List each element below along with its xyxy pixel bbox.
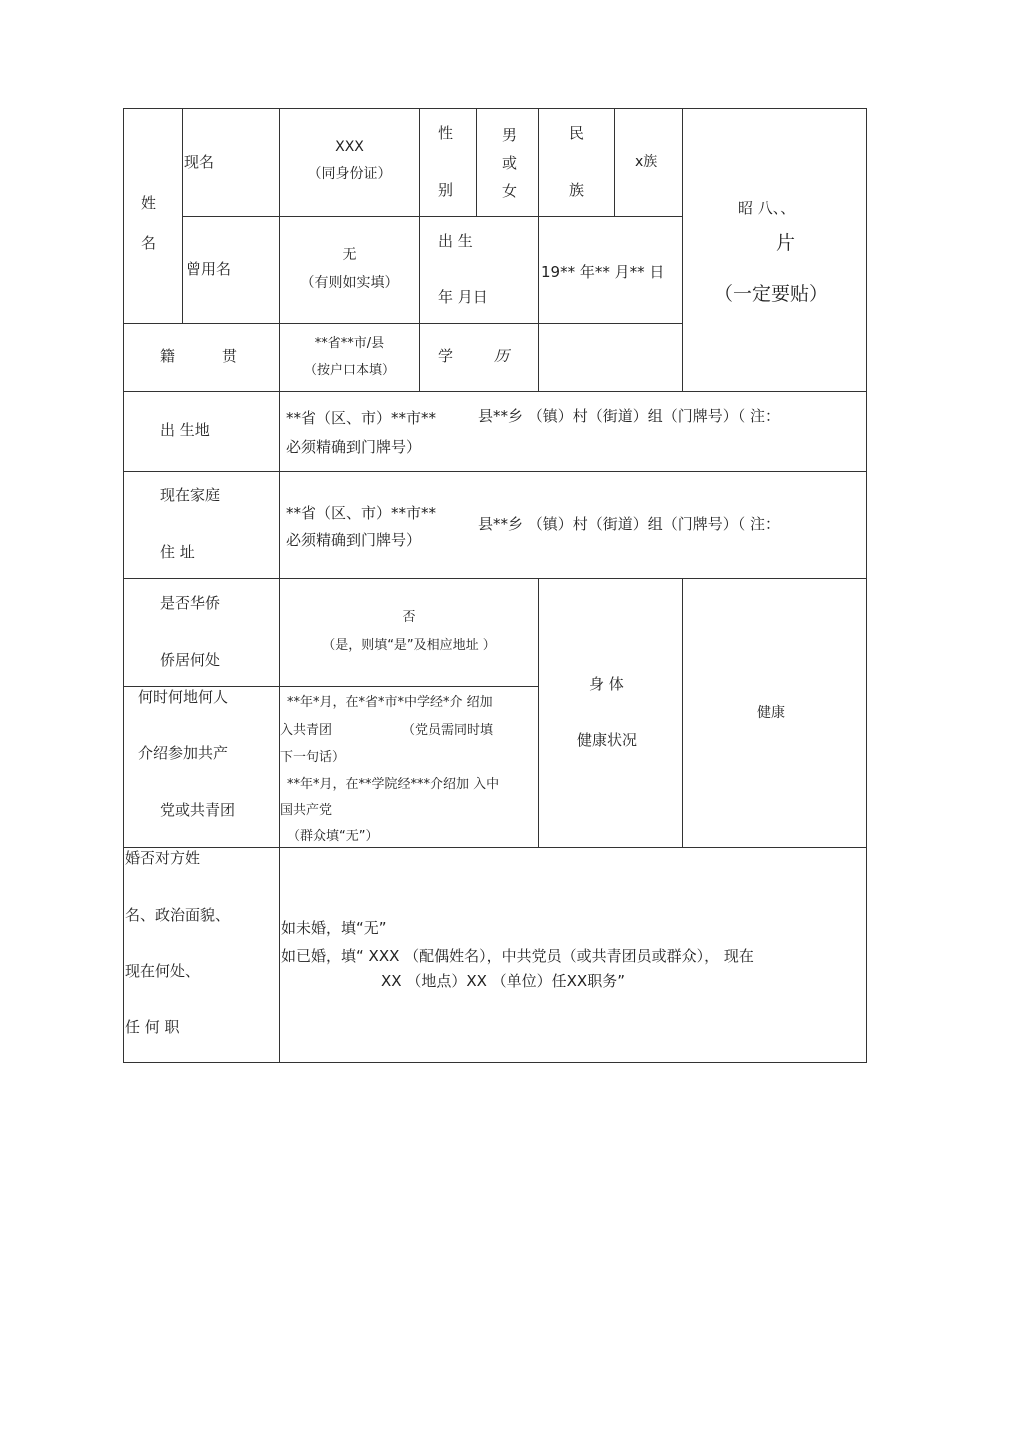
name-group-label-2: 名 xyxy=(141,234,157,252)
native-place-label-2: 贯 xyxy=(222,347,238,365)
current-name-note: （同身份证） xyxy=(307,166,392,182)
table-border-top xyxy=(123,108,866,109)
gender-value-2: 或 xyxy=(502,154,518,172)
health-value: 健康 xyxy=(757,705,785,721)
col-divider-health-value xyxy=(682,578,683,847)
ethnicity-value: x族 xyxy=(635,154,658,170)
overseas-note: （是，则填“是”及相应地址 ） xyxy=(322,638,496,653)
row-divider-name xyxy=(182,216,682,217)
ethnicity-label-2: 族 xyxy=(569,181,585,199)
former-name-value: 无 xyxy=(342,247,357,263)
home-address-label-1: 现在家庭 xyxy=(160,486,221,504)
former-name-label: 曾用名 xyxy=(186,260,232,278)
birth-date-value: 19** 年** 月** 日 xyxy=(541,263,665,281)
birth-date-label-2: 年 月日 xyxy=(438,288,488,306)
marriage-label-1: 婚否对方姓 xyxy=(125,849,201,867)
col-divider-gender-value xyxy=(476,108,477,216)
overseas-label-2: 侨居何处 xyxy=(160,651,221,669)
overseas-value: 否 xyxy=(402,610,416,625)
marriage-label-2: 名、政治面貌、 xyxy=(125,906,231,924)
table-border-right xyxy=(866,108,867,1063)
row-divider-native-place xyxy=(123,391,866,392)
col-divider-ethnicity xyxy=(538,108,539,391)
birth-date-label-1: 出 生 xyxy=(438,232,473,250)
health-label-2: 健康状况 xyxy=(577,731,638,749)
marriage-line-3: XX （地点）XX （单位）任XX职务” xyxy=(381,972,625,990)
home-address-label-2: 住 址 xyxy=(160,543,195,561)
table-border-left xyxy=(123,108,124,1063)
col-divider-ethnicity-value xyxy=(614,108,615,216)
native-place-note: （按户口本填） xyxy=(303,363,395,378)
marriage-line-2: 如已婚，填“ XXX （配偶姓名），中共党员（或共青团员或群众）， 现在 xyxy=(281,947,754,965)
education-label-1: 学 xyxy=(438,347,454,365)
row-divider-overseas xyxy=(123,686,538,687)
party-intro-label-1: 何时何地何人 xyxy=(138,688,229,706)
birthplace-value-line-1a: **省（区、市）**市** xyxy=(286,409,437,427)
native-place-value: **省**市/县 xyxy=(314,336,385,351)
health-label-1: 身 体 xyxy=(589,675,624,693)
current-name-value: XXX xyxy=(335,139,364,155)
gender-value-3: 女 xyxy=(502,182,518,200)
marriage-label-3: 现在何处、 xyxy=(125,962,201,980)
table-border-bottom xyxy=(123,1062,866,1063)
photo-line-2: 片 xyxy=(776,232,796,254)
row-divider-party xyxy=(123,847,866,848)
party-intro-label-3: 党或共青团 xyxy=(160,801,236,819)
gender-label-1: 性 xyxy=(438,124,454,142)
party-intro-line-3: 下一句话） xyxy=(280,750,346,765)
gender-value-1: 男 xyxy=(502,126,518,144)
gender-label-2: 别 xyxy=(438,181,454,199)
birthplace-value-line-2: 必须精确到门牌号） xyxy=(286,438,422,456)
party-intro-label-2: 介绍参加共产 xyxy=(138,744,229,762)
party-intro-line-2b: （党员需同时填 xyxy=(402,723,494,738)
former-name-note: （有则如实填） xyxy=(300,275,399,291)
home-address-value-line-1b: 县**乡 （镇）村（街道）组（门牌号）（ 注： xyxy=(478,515,781,533)
current-name-label: 现名 xyxy=(184,153,215,171)
name-group-label-1: 姓 xyxy=(141,194,157,212)
party-intro-line-5: 国共产党 xyxy=(280,803,333,818)
native-place-label-1: 籍 xyxy=(160,347,176,365)
party-intro-line-6: （群众填“无”） xyxy=(287,829,379,844)
party-intro-line-2a: 入共青团 xyxy=(280,723,333,738)
row-divider-address xyxy=(123,578,866,579)
col-divider-health xyxy=(538,578,539,847)
marriage-line-1: 如未婚，填“无” xyxy=(281,919,387,937)
home-address-value-line-2: 必须精确到门牌号） xyxy=(286,531,422,549)
photo-line-1: 昭 八、、 xyxy=(738,199,796,217)
col-divider-gender xyxy=(419,108,420,391)
birthplace-value-line-1b: 县**乡 （镇）村（街道）组（门牌号）（ 注： xyxy=(478,407,781,425)
col-divider-name-group xyxy=(182,108,183,323)
row-divider-former-name xyxy=(123,323,682,324)
photo-line-3: （一定要贴） xyxy=(714,283,829,305)
col-divider-photo xyxy=(682,108,683,391)
party-intro-line-1: **年*月，在*省*市*中学经*介 绍加 xyxy=(287,695,493,710)
home-address-value-line-1a: **省（区、市）**市** xyxy=(286,504,437,522)
row-divider-birthplace xyxy=(123,471,866,472)
party-intro-line-4: **年*月，在**学院经***介绍加 入中 xyxy=(287,777,500,792)
education-label-2: 历 xyxy=(494,347,510,365)
ethnicity-label-1: 民 xyxy=(569,124,585,142)
overseas-label-1: 是否华侨 xyxy=(160,594,221,612)
marriage-label-4: 任 何 职 xyxy=(125,1018,180,1036)
birthplace-label: 出 生地 xyxy=(160,421,210,439)
